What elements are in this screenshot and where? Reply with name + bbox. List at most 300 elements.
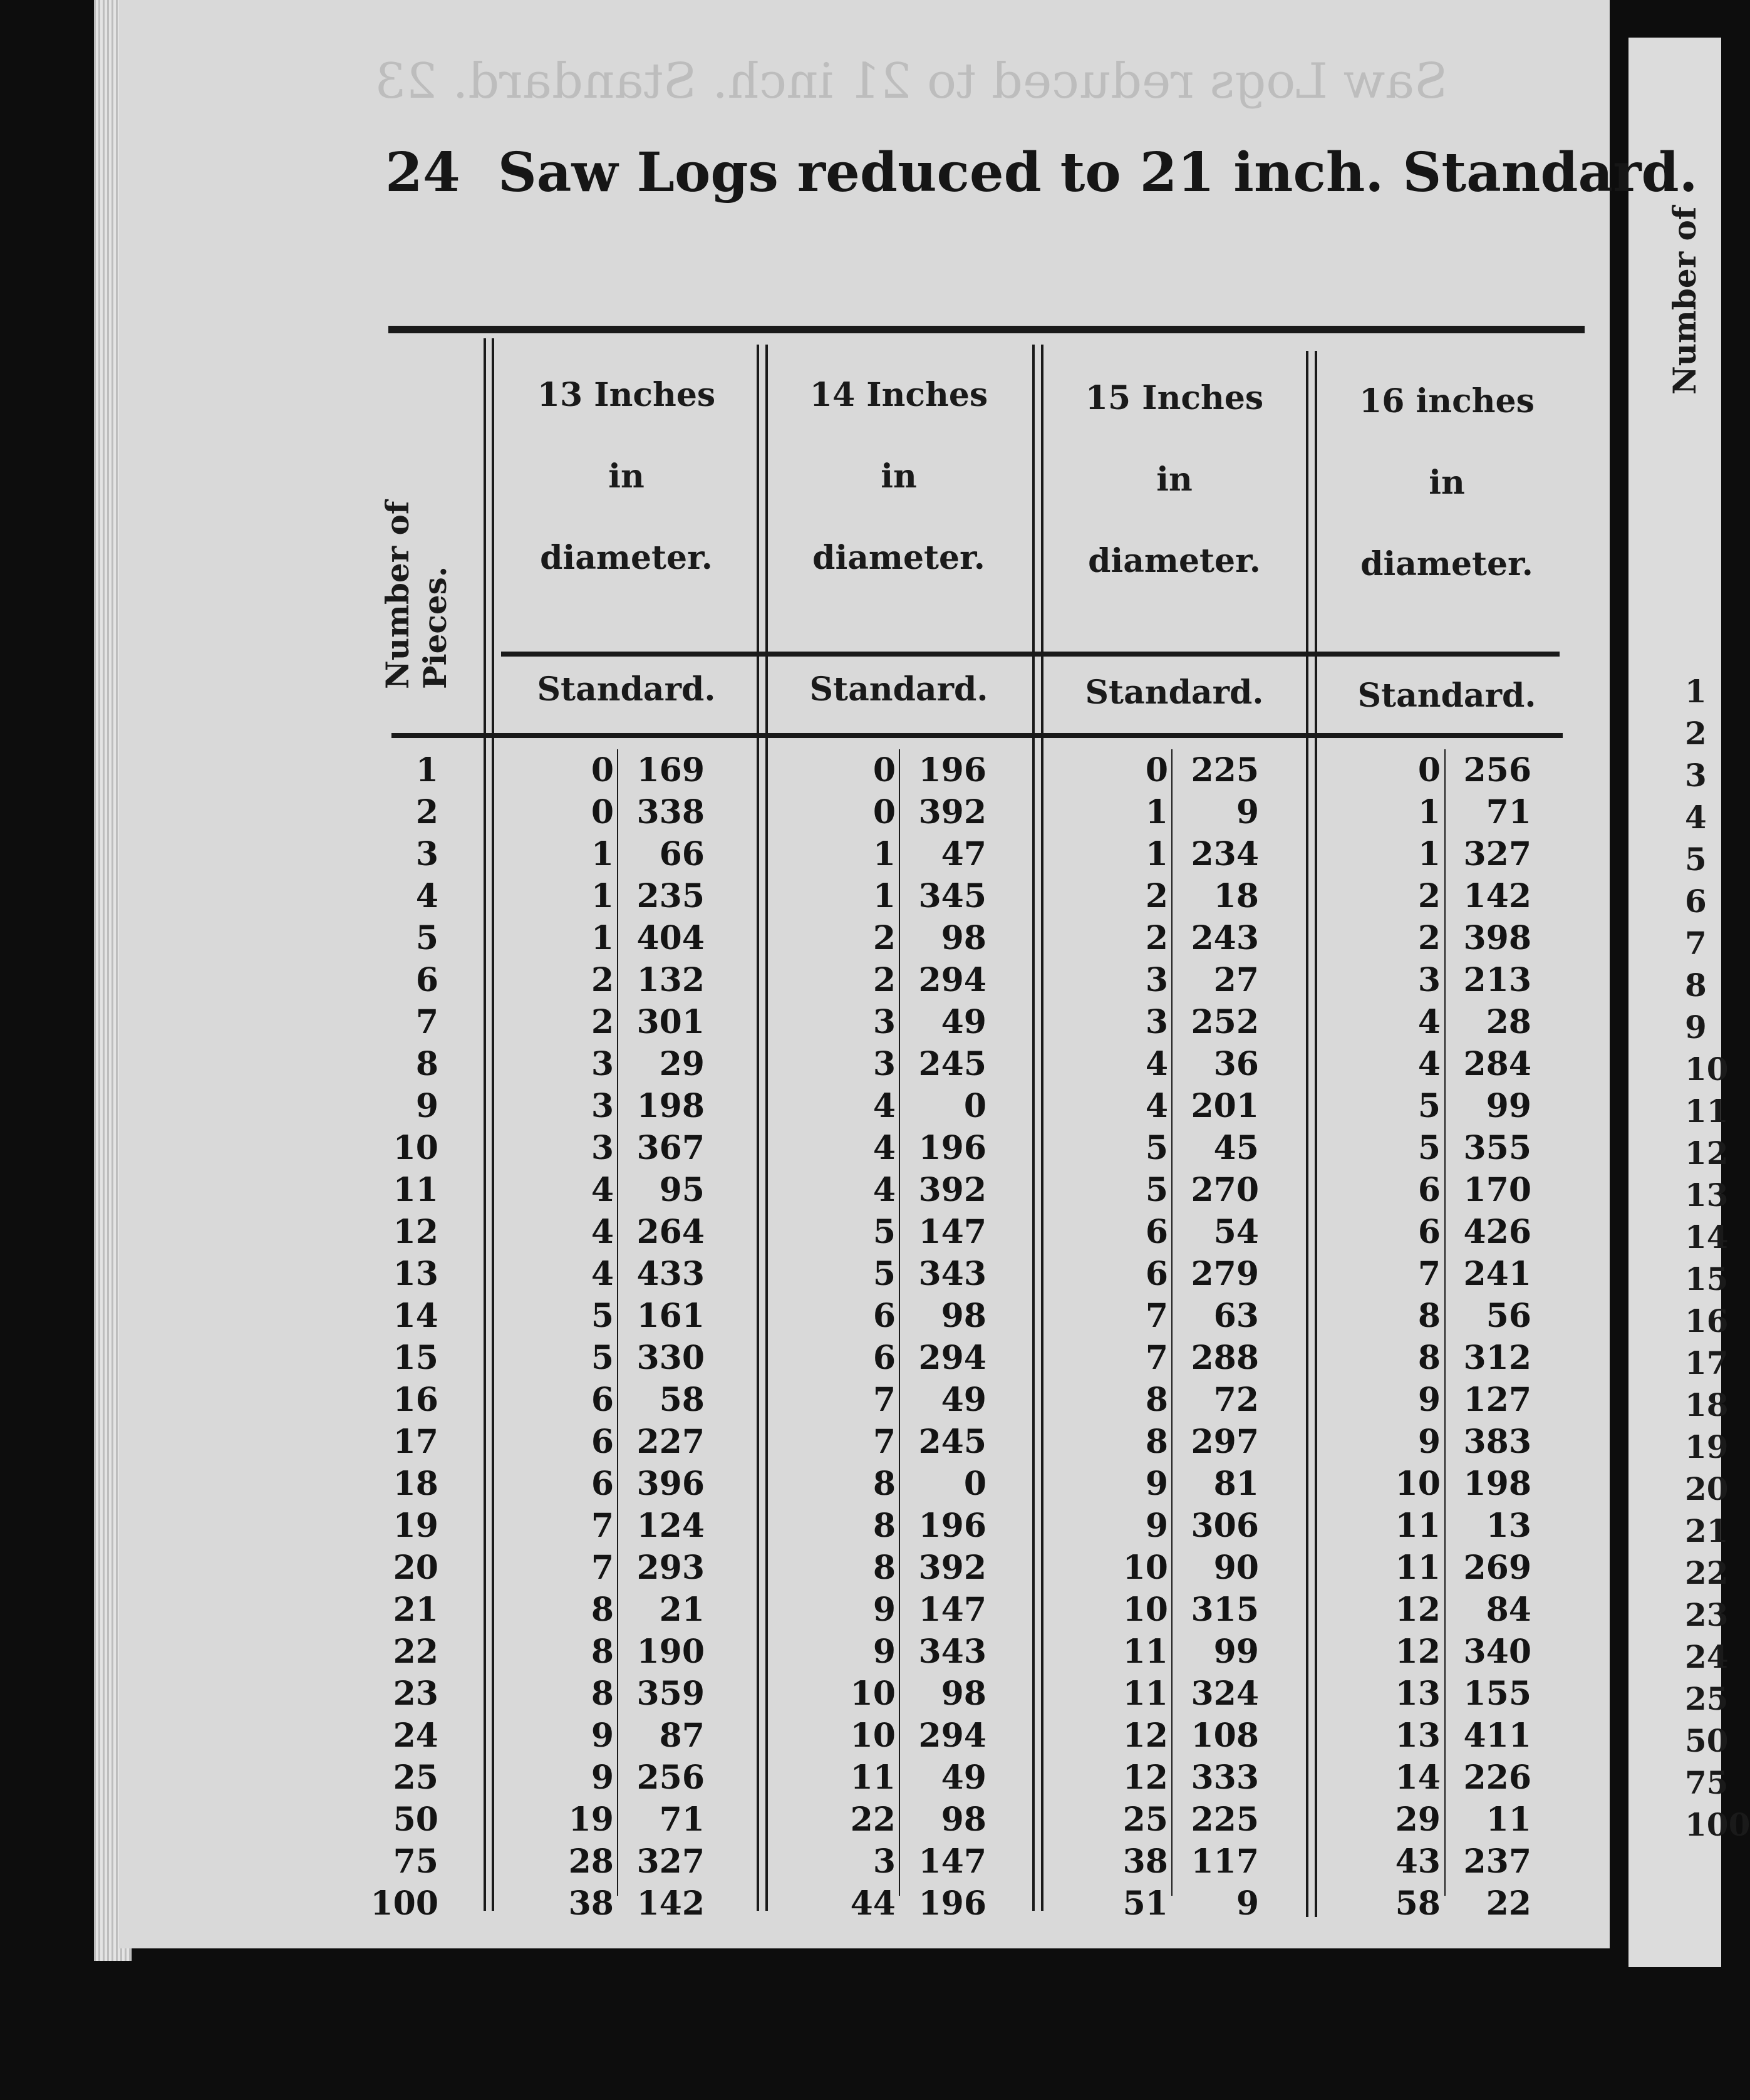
feet-cell: 8 — [1417, 1339, 1441, 1377]
page-number: 24 — [385, 141, 460, 204]
feet-cell: 8 — [591, 1633, 614, 1671]
inches-cell: 294 — [918, 961, 986, 999]
feet-cell: 3 — [872, 1003, 896, 1041]
table-row — [0, 1043, 1721, 1085]
feet-cell: 8 — [591, 1591, 614, 1629]
number-of-pieces-header — [379, 566, 454, 689]
inches-cell: 71 — [659, 1801, 705, 1839]
feet-cell: 51 — [1122, 1884, 1168, 1923]
pieces-cell: 1 — [415, 751, 438, 789]
inches-cell: 235 — [636, 877, 705, 915]
table-row — [0, 917, 1721, 959]
feet-cell: 1 — [1145, 835, 1168, 873]
inches-cell: 279 — [1191, 1255, 1259, 1293]
right-page-row: 13 — [1685, 1177, 1729, 1214]
right-page-row: 16 — [1685, 1302, 1729, 1339]
feet-cell: 12 — [1395, 1591, 1441, 1629]
inches-cell: 147 — [918, 1591, 986, 1629]
feet-cell: 7 — [591, 1507, 614, 1545]
feet-cell: 38 — [1122, 1843, 1168, 1881]
inches-cell: 27 — [1213, 961, 1259, 999]
inches-cell: 87 — [659, 1717, 705, 1755]
page-title — [385, 141, 1698, 210]
inches-cell: 225 — [1191, 751, 1259, 789]
inches-cell: 234 — [1191, 835, 1259, 873]
table-row — [0, 1841, 1721, 1883]
inches-cell: 22 — [1486, 1884, 1531, 1923]
inches-cell: 71 — [1486, 793, 1531, 831]
inches-cell: 99 — [1213, 1633, 1259, 1671]
inches-cell: 132 — [636, 961, 705, 999]
inches-cell: 243 — [1191, 919, 1259, 957]
right-page-row: 8 — [1685, 967, 1707, 1004]
table-row — [0, 1505, 1721, 1547]
inches-cell: 47 — [941, 835, 986, 873]
feet-cell: 6 — [1417, 1171, 1441, 1209]
feet-cell: 4 — [1145, 1087, 1168, 1125]
column-standard: Standard. — [1085, 673, 1264, 712]
feet-cell: 4 — [872, 1171, 896, 1209]
inches-cell: 142 — [636, 1884, 705, 1923]
table-row — [0, 791, 1721, 833]
inches-cell: 63 — [1213, 1297, 1259, 1335]
feet-cell: 11 — [1395, 1507, 1441, 1545]
title-text: Saw Logs reduced to 21 inch. Standard. — [497, 141, 1698, 204]
feet-cell: 0 — [1417, 751, 1441, 789]
table-row — [0, 1253, 1721, 1295]
feet-cell: 19 — [568, 1801, 614, 1839]
table-row — [0, 1673, 1721, 1715]
inches-cell: 343 — [918, 1255, 986, 1293]
column-standard: Standard. — [537, 670, 716, 709]
feet-cell: 0 — [591, 793, 614, 831]
column-header-13 — [501, 376, 752, 727]
pieces-cell: 25 — [393, 1759, 438, 1797]
inches-cell: 49 — [941, 1003, 986, 1041]
feet-cell: 3 — [1417, 961, 1441, 999]
inches-cell: 330 — [636, 1339, 705, 1377]
pieces-cell: 3 — [415, 835, 438, 873]
right-page-row: 9 — [1685, 1009, 1707, 1046]
column-header-14 — [774, 376, 1024, 727]
feet-cell: 2 — [1145, 919, 1168, 957]
inches-cell: 90 — [1213, 1549, 1259, 1587]
feet-cell: 12 — [1122, 1759, 1168, 1797]
inches-cell: 18 — [1213, 877, 1259, 915]
inches-cell: 36 — [1213, 1045, 1259, 1083]
inches-cell: 284 — [1463, 1045, 1531, 1083]
feet-cell: 8 — [872, 1549, 896, 1587]
column-title: 15 Inches — [1085, 379, 1264, 417]
feet-cell: 7 — [591, 1549, 614, 1587]
inches-cell: 56 — [1486, 1297, 1531, 1335]
inches-cell: 396 — [636, 1465, 705, 1503]
table-row — [0, 1085, 1721, 1127]
inches-cell: 315 — [1191, 1591, 1259, 1629]
feet-cell: 3 — [1145, 961, 1168, 999]
feet-cell: 11 — [850, 1759, 896, 1797]
right-page-row: 24 — [1685, 1638, 1729, 1675]
table-row — [0, 1337, 1721, 1379]
feet-cell: 1 — [591, 919, 614, 957]
feet-cell: 7 — [1145, 1297, 1168, 1335]
inches-cell: 392 — [918, 793, 986, 831]
feet-cell: 6 — [1417, 1213, 1441, 1251]
feet-cell: 3 — [1145, 1003, 1168, 1041]
feet-cell: 9 — [1417, 1423, 1441, 1461]
inches-cell: 21 — [659, 1591, 705, 1629]
right-header-line1: Number of — [1666, 206, 1703, 395]
pieces-cell: 18 — [393, 1465, 438, 1503]
inches-cell: 170 — [1463, 1171, 1531, 1209]
feet-cell: 0 — [872, 751, 896, 789]
inches-cell: 201 — [1191, 1087, 1259, 1125]
inches-cell: 124 — [636, 1507, 705, 1545]
column-title: 14 Inches — [809, 376, 988, 414]
right-page-row: 11 — [1685, 1093, 1729, 1130]
feet-cell: 1 — [591, 877, 614, 915]
inches-cell: 49 — [941, 1381, 986, 1419]
inches-cell: 196 — [918, 1884, 986, 1923]
right-page-row: 12 — [1685, 1135, 1729, 1172]
feet-cell: 8 — [1145, 1381, 1168, 1419]
feet-cell: 12 — [1122, 1717, 1168, 1755]
feet-cell: 1 — [591, 835, 614, 873]
feet-cell: 4 — [591, 1255, 614, 1293]
inches-cell: 237 — [1463, 1843, 1531, 1881]
feet-cell: 4 — [1145, 1045, 1168, 1083]
inches-cell: 58 — [659, 1381, 705, 1419]
inches-cell: 196 — [918, 1129, 986, 1167]
feet-cell: 9 — [1417, 1381, 1441, 1419]
feet-cell: 5 — [872, 1255, 896, 1293]
right-page-row: 10 — [1685, 1051, 1729, 1088]
inches-cell: 13 — [1486, 1507, 1531, 1545]
inches-cell: 66 — [659, 835, 705, 873]
right-page-row: 19 — [1685, 1428, 1729, 1465]
table-row — [0, 1589, 1721, 1631]
feet-cell: 1 — [1145, 793, 1168, 831]
feet-cell: 1 — [872, 835, 896, 873]
feet-cell: 9 — [872, 1633, 896, 1671]
inches-cell: 72 — [1213, 1381, 1259, 1419]
pieces-cell: 20 — [393, 1549, 438, 1587]
inches-cell: 327 — [636, 1843, 705, 1881]
table-row — [0, 959, 1721, 1001]
column-title: 16 inches — [1359, 382, 1535, 420]
pieces-cell: 22 — [393, 1633, 438, 1671]
inches-cell: 190 — [636, 1633, 705, 1671]
right-page-row: 21 — [1685, 1512, 1729, 1549]
inches-cell: 241 — [1463, 1255, 1531, 1293]
feet-cell: 10 — [850, 1717, 896, 1755]
right-page-row: 75 — [1685, 1764, 1729, 1801]
feet-cell: 43 — [1395, 1843, 1441, 1881]
feet-cell: 7 — [872, 1423, 896, 1461]
table-row — [0, 1421, 1721, 1463]
inches-cell: 226 — [1463, 1759, 1531, 1797]
pieces-cell: 6 — [415, 961, 438, 999]
pieces-cell: 17 — [393, 1423, 438, 1461]
right-page-row: 18 — [1685, 1386, 1729, 1423]
table-row — [0, 1799, 1721, 1841]
feet-cell: 6 — [591, 1423, 614, 1461]
right-page-row: 25 — [1685, 1680, 1729, 1717]
feet-cell: 6 — [872, 1339, 896, 1377]
feet-cell: 7 — [872, 1381, 896, 1419]
feet-cell: 0 — [1145, 751, 1168, 789]
right-page-row: 5 — [1685, 841, 1707, 878]
feet-cell: 10 — [1122, 1591, 1168, 1629]
pieces-cell: 4 — [415, 877, 438, 915]
table-row — [0, 1127, 1721, 1169]
inches-cell: 392 — [918, 1549, 986, 1587]
feet-cell: 11 — [1122, 1633, 1168, 1671]
column-in: in — [881, 457, 917, 496]
table-row — [0, 1547, 1721, 1589]
inches-cell: 142 — [1463, 877, 1531, 915]
feet-cell: 5 — [1145, 1171, 1168, 1209]
inches-cell: 225 — [1191, 1801, 1259, 1839]
inches-cell: 433 — [636, 1255, 705, 1293]
pieces-cell: 15 — [393, 1339, 438, 1377]
inches-cell: 359 — [636, 1675, 705, 1713]
feet-cell: 9 — [872, 1591, 896, 1629]
pieces-cell: 9 — [415, 1087, 438, 1125]
feet-cell: 25 — [1122, 1801, 1168, 1839]
table-row — [0, 1715, 1721, 1757]
column-diameter: diameter. — [1088, 542, 1261, 580]
feet-cell: 2 — [872, 961, 896, 999]
inches-cell: 256 — [1463, 751, 1531, 789]
table-row — [0, 1883, 1721, 1925]
feet-cell: 3 — [872, 1045, 896, 1083]
inches-cell: 269 — [1463, 1549, 1531, 1587]
feet-cell: 4 — [1417, 1045, 1441, 1083]
inches-cell: 81 — [1213, 1465, 1259, 1503]
inches-cell: 245 — [918, 1045, 986, 1083]
table-row — [0, 1757, 1721, 1799]
feet-cell: 8 — [872, 1465, 896, 1503]
subheader-rule-lower — [391, 733, 1563, 738]
inches-cell: 293 — [636, 1549, 705, 1587]
feet-cell: 5 — [591, 1297, 614, 1335]
feet-cell: 6 — [591, 1465, 614, 1503]
pieces-cell: 2 — [415, 793, 438, 831]
column-diameter: diameter. — [540, 539, 713, 577]
feet-cell: 4 — [1417, 1003, 1441, 1041]
inches-cell: 196 — [918, 1507, 986, 1545]
inches-cell: 392 — [918, 1171, 986, 1209]
feet-cell: 9 — [1145, 1507, 1168, 1545]
pieces-cell: 50 — [393, 1801, 438, 1839]
inches-cell: 294 — [918, 1339, 986, 1377]
pieces-cell: 100 — [370, 1884, 438, 1923]
feet-cell: 1 — [1417, 835, 1441, 873]
table-row — [0, 1001, 1721, 1043]
inches-cell: 0 — [963, 1087, 986, 1125]
inches-cell: 127 — [1463, 1381, 1531, 1419]
feet-cell: 9 — [1145, 1465, 1168, 1503]
inches-cell: 404 — [636, 919, 705, 957]
feet-cell: 11 — [1395, 1549, 1441, 1587]
pieces-cell: 11 — [393, 1171, 438, 1209]
inches-cell: 367 — [636, 1129, 705, 1167]
column-in: in — [1429, 464, 1465, 502]
pieces-cell: 10 — [393, 1129, 438, 1167]
table-row — [0, 1463, 1721, 1505]
inches-cell: 29 — [659, 1045, 705, 1083]
feet-cell: 6 — [1145, 1213, 1168, 1251]
feet-cell: 0 — [872, 793, 896, 831]
pieces-cell: 7 — [415, 1003, 438, 1041]
feet-cell: 5 — [872, 1213, 896, 1251]
column-header-15 — [1049, 379, 1300, 730]
inches-cell: 288 — [1191, 1339, 1259, 1377]
right-page-row: 3 — [1685, 757, 1707, 794]
pieces-cell: 13 — [393, 1255, 438, 1293]
inches-cell: 28 — [1486, 1003, 1531, 1041]
column-header-16 — [1322, 382, 1572, 733]
table-row — [0, 1631, 1721, 1673]
feet-cell: 3 — [591, 1045, 614, 1083]
feet-cell: 5 — [1417, 1087, 1441, 1125]
inches-cell: 0 — [963, 1465, 986, 1503]
right-page-row: 17 — [1685, 1344, 1729, 1381]
feet-cell: 13 — [1395, 1717, 1441, 1755]
feet-cell: 10 — [1395, 1465, 1441, 1503]
feet-cell: 14 — [1395, 1759, 1441, 1797]
inches-cell: 411 — [1463, 1717, 1531, 1755]
feet-cell: 7 — [1145, 1339, 1168, 1377]
pieces-cell: 8 — [415, 1045, 438, 1083]
feet-cell: 9 — [591, 1717, 614, 1755]
inches-cell: 312 — [1463, 1339, 1531, 1377]
inches-cell: 49 — [941, 1759, 986, 1797]
inches-cell: 306 — [1191, 1507, 1259, 1545]
feet-cell: 5 — [1417, 1129, 1441, 1167]
number-of-pieces-line2: Pieces. — [417, 566, 453, 689]
pieces-cell: 75 — [393, 1843, 438, 1881]
column-diameter: diameter. — [1360, 545, 1533, 583]
feet-cell: 1 — [872, 877, 896, 915]
right-page-row: 50 — [1685, 1722, 1729, 1759]
table-row — [0, 875, 1721, 917]
column-standard: Standard. — [809, 670, 988, 709]
feet-cell: 2 — [1417, 877, 1441, 915]
feet-cell: 44 — [850, 1884, 896, 1923]
inches-cell: 45 — [1213, 1129, 1259, 1167]
inches-cell: 345 — [918, 877, 986, 915]
feet-cell: 8 — [1417, 1297, 1441, 1335]
feet-cell: 2 — [591, 961, 614, 999]
inches-cell: 227 — [636, 1423, 705, 1461]
feet-cell: 38 — [568, 1884, 614, 1923]
header-top-rule — [388, 326, 1585, 333]
inches-cell: 99 — [1486, 1087, 1531, 1125]
feet-cell: 1 — [1417, 793, 1441, 831]
inches-cell: 327 — [1463, 835, 1531, 873]
inches-cell: 155 — [1463, 1675, 1531, 1713]
feet-cell: 5 — [591, 1339, 614, 1377]
inches-cell: 11 — [1486, 1801, 1531, 1839]
pieces-cell: 19 — [393, 1507, 438, 1545]
column-diameter: diameter. — [812, 539, 985, 577]
inches-cell: 147 — [918, 1843, 986, 1881]
column-title: 13 Inches — [537, 376, 716, 414]
number-of-pieces-line1 — [379, 626, 417, 689]
right-page-header — [1666, 207, 1703, 395]
right-page-row: 20 — [1685, 1470, 1729, 1507]
inches-cell: 95 — [659, 1171, 705, 1209]
inches-cell: 294 — [918, 1717, 986, 1755]
inches-cell: 9 — [1236, 793, 1259, 831]
feet-cell: 2 — [1417, 919, 1441, 957]
table-row — [0, 833, 1721, 875]
feet-cell: 7 — [1417, 1255, 1441, 1293]
inches-cell: 98 — [941, 1801, 986, 1839]
feet-cell: 2 — [591, 1003, 614, 1041]
right-page-row: 2 — [1685, 715, 1707, 752]
inches-cell: 198 — [636, 1087, 705, 1125]
table-row — [0, 1379, 1721, 1421]
inches-cell: 256 — [636, 1759, 705, 1797]
inches-cell: 213 — [1463, 961, 1531, 999]
inches-cell: 338 — [636, 793, 705, 831]
feet-cell: 10 — [1122, 1549, 1168, 1587]
inches-cell: 333 — [1191, 1759, 1259, 1797]
feet-cell: 4 — [591, 1171, 614, 1209]
feet-cell: 2 — [872, 919, 896, 957]
feet-cell: 6 — [591, 1381, 614, 1419]
inches-cell: 98 — [941, 1675, 986, 1713]
feet-cell: 3 — [591, 1129, 614, 1167]
inches-cell: 54 — [1213, 1213, 1259, 1251]
feet-cell: 9 — [591, 1759, 614, 1797]
feet-cell: 3 — [872, 1843, 896, 1881]
feet-cell: 58 — [1395, 1884, 1441, 1923]
right-page-row: 22 — [1685, 1554, 1729, 1591]
inches-cell: 383 — [1463, 1423, 1531, 1461]
feet-cell: 8 — [1145, 1423, 1168, 1461]
feet-cell: 8 — [591, 1675, 614, 1713]
feet-cell: 6 — [1145, 1255, 1168, 1293]
feet-cell: 6 — [872, 1297, 896, 1335]
inches-cell: 196 — [918, 751, 986, 789]
feet-cell: 29 — [1395, 1801, 1441, 1839]
inches-cell: 252 — [1191, 1003, 1259, 1041]
table-row — [0, 749, 1721, 791]
inches-cell: 355 — [1463, 1129, 1531, 1167]
table-row — [0, 1169, 1721, 1211]
inches-cell: 84 — [1486, 1591, 1531, 1629]
inches-cell: 169 — [636, 751, 705, 789]
right-page-row: 15 — [1685, 1261, 1729, 1297]
right-page-row: 6 — [1685, 883, 1707, 920]
inches-cell: 398 — [1463, 919, 1531, 957]
pieces-cell: 12 — [393, 1213, 438, 1251]
feet-cell: 3 — [591, 1087, 614, 1125]
feet-cell: 4 — [872, 1087, 896, 1125]
feet-cell: 13 — [1395, 1675, 1441, 1713]
pieces-cell: 21 — [393, 1591, 438, 1629]
feet-cell: 11 — [1122, 1675, 1168, 1713]
table-row — [0, 1295, 1721, 1337]
inches-cell: 264 — [636, 1213, 705, 1251]
right-page-row: 4 — [1685, 799, 1707, 836]
inches-cell: 117 — [1191, 1843, 1259, 1881]
pieces-cell: 5 — [415, 919, 438, 957]
